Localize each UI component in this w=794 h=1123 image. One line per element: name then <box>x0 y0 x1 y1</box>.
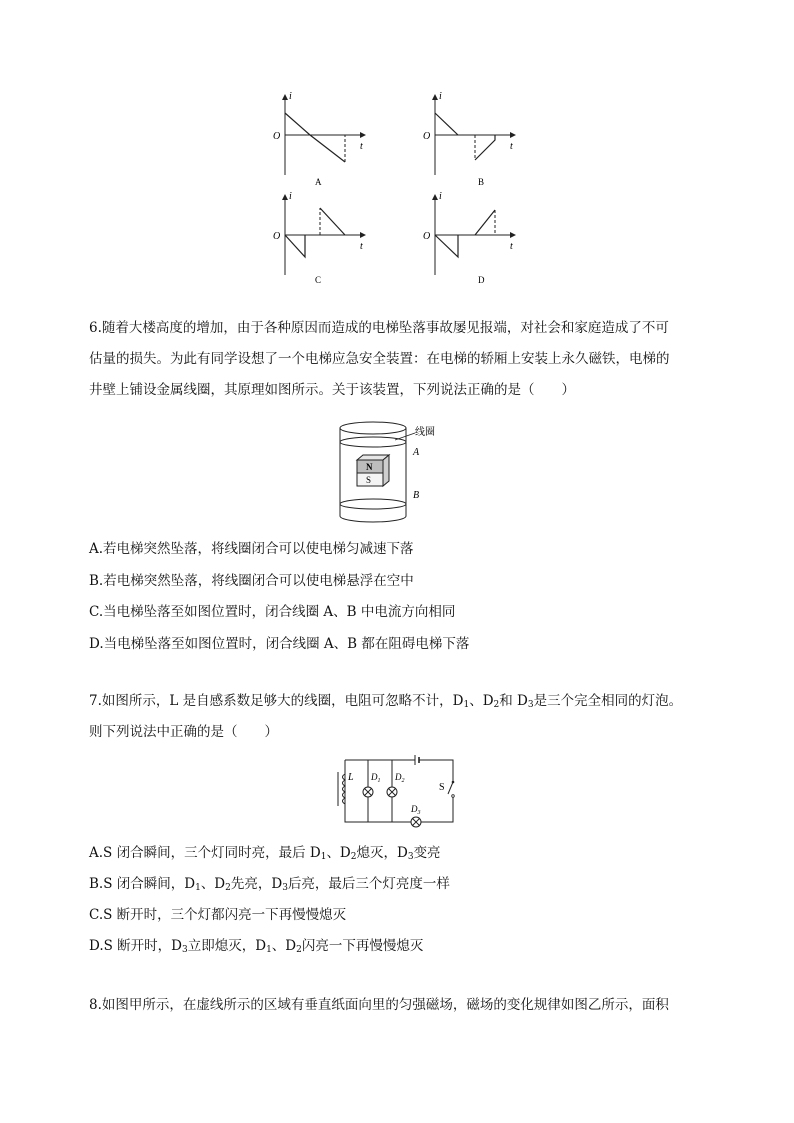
lamp-d3-label: $D_3$ <box>411 804 421 816</box>
graph-c-label: C <box>315 275 322 285</box>
lamp-d1-label: $D_1$ <box>371 772 381 784</box>
magnet-s-label: S <box>366 475 372 485</box>
graph-d-axis-t: t <box>510 241 513 252</box>
graph-d-axis-i: i <box>439 191 442 202</box>
graph-a-origin: O <box>273 131 281 142</box>
q7-option-d: D.S 断开时，$D_3$立即熄灭，$D_1$、$D_2$闪亮一下再慢慢熄灭 <box>89 938 424 955</box>
graph-c-axis-t: t <box>360 241 363 252</box>
coil-b-label: B <box>413 490 420 501</box>
q7-stem-line-2: 则下列说法中正确的是（ ） <box>89 724 278 740</box>
graph-c <box>273 191 365 285</box>
q7-option-b: B.S 闭合瞬间，$D_1$、$D_2$先亮，$D_3$后亮，最后三个灯亮度一样 <box>89 876 450 893</box>
graph-b-axis-i: i <box>439 91 442 102</box>
graph-b-label: B <box>478 177 485 187</box>
graph-a <box>273 91 365 187</box>
graph-c-origin: O <box>273 231 281 242</box>
graph-a-axis-t: t <box>360 141 363 152</box>
q6-elevator-figure <box>335 418 465 526</box>
graph-b-origin: O <box>423 131 431 142</box>
magnet-n-label: N <box>366 462 373 472</box>
graph-d <box>423 191 515 285</box>
q7-stem-line-1: 7.如图所示，L 是自感系数足够大的线圈，电阻可忽略不计，$D_1$、$D_2$和 $D_3$是三个完全相同的灯泡。 <box>89 693 683 710</box>
graph-d-origin: O <box>423 231 431 242</box>
inductor-label: L <box>348 772 354 783</box>
graph-a-axis-i: i <box>289 91 292 102</box>
switch-label: S <box>439 782 445 793</box>
q6-stem-line-1: 6.随着大楼高度的增加，由于各种原因而造成的电梯坠落事故屡见报端，对社会和家庭造成了不可 <box>89 320 669 336</box>
q8-stem-line-1: 8.如图甲所示，在虚线所示的区域有垂直纸面向里的匀强磁场，磁场的变化规律如图乙所示，面积 <box>89 997 669 1013</box>
graph-c-axis-i: i <box>289 191 292 202</box>
graph-d-label: D <box>478 275 485 285</box>
q6-option-b: B.若电梯突然坠落，将线圈闭合可以使电梯悬浮在空中 <box>89 573 414 589</box>
q7-option-c: C.S 断开时，三个灯都闪亮一下再慢慢熄灭 <box>89 907 347 923</box>
q7-circuit-figure <box>330 752 465 832</box>
lamp-d2-label: $D_2$ <box>395 772 405 784</box>
q6-option-c: C.当电梯坠落至如图位置时，闭合线圈 A、B 中电流方向相同 <box>89 604 456 620</box>
q6-option-d: D.当电梯坠落至如图位置时，闭合线圈 A、B 都在阻碍电梯下落 <box>89 636 470 652</box>
q7-option-a: A.S 闭合瞬间，三个灯同时亮，最后 $D_1$、$D_2$熄灭，$D_3$变亮 <box>89 845 441 862</box>
coil-label: 线圈 <box>415 427 435 438</box>
graph-b <box>423 91 515 187</box>
q6-stem-line-3: 井壁上铺设金属线圈，其原理如图所示。关于该装置，下列说法正确的是（ ） <box>89 382 575 398</box>
q6-stem-line-2: 估量的损失。为此有同学设想了一个电梯应急安全装置：在电梯的轿厢上安装上永久磁铁，电梯的 <box>89 351 670 367</box>
graph-a-label: A <box>315 177 322 187</box>
graph-b-axis-t: t <box>510 141 513 152</box>
coil-a-label: A <box>413 447 420 458</box>
graphs-svg <box>270 85 540 290</box>
q6-option-a: A.若电梯突然坠落，将线圈闭合可以使电梯匀减速下落 <box>89 541 414 557</box>
